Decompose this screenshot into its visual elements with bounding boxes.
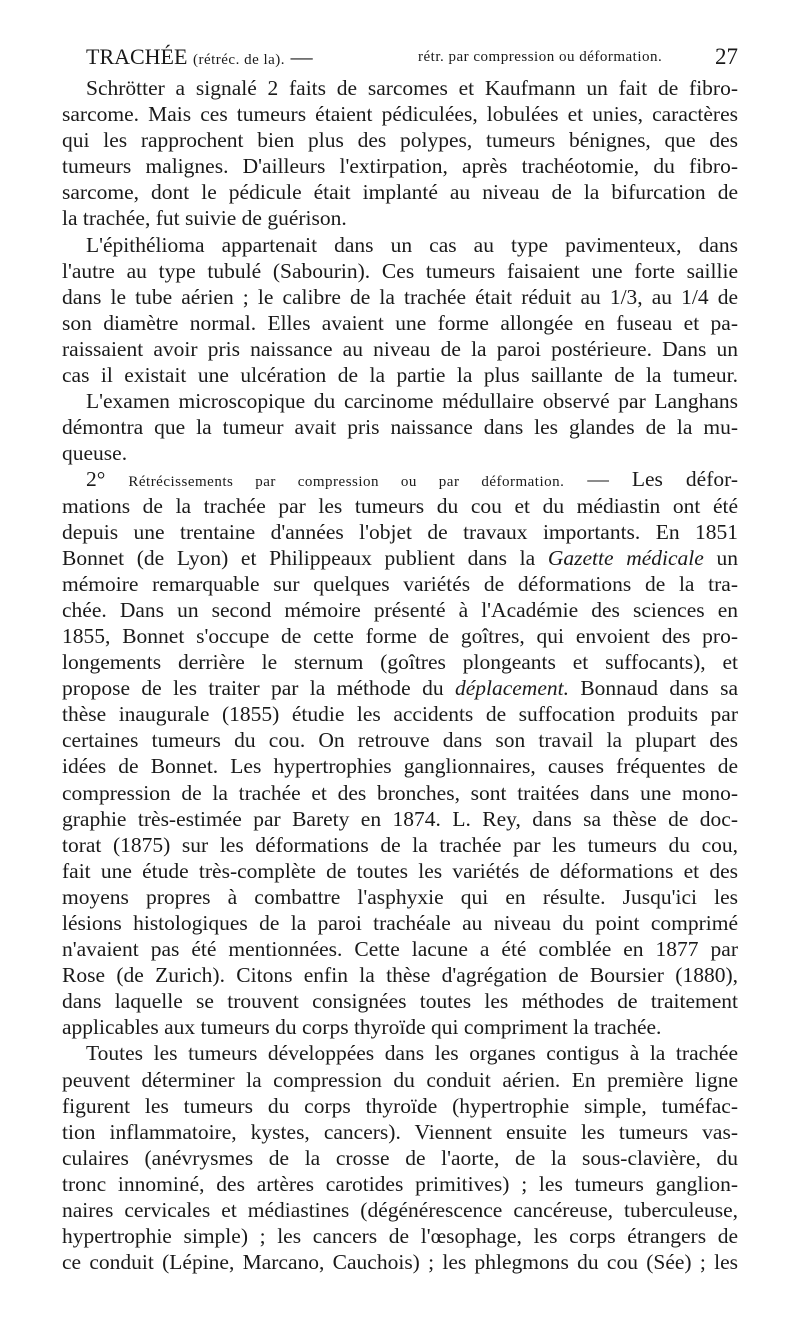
page-number: 27 <box>715 44 738 69</box>
line-text: — Les défor- <box>564 467 738 492</box>
text-line: torat (1875) sur les déformations de la trachée par les tumeurs du cou, <box>62 832 738 857</box>
header-dash: — <box>290 44 313 69</box>
line-text: Bonnaud dans sa <box>568 676 738 701</box>
running-header <box>62 40 738 74</box>
text-line: mations de la trachée par les tumeurs du cou et du médiastin ont été <box>62 493 738 518</box>
text-line: depuis une trentaine d'années l'objet de travaux importants. En 1851 <box>62 519 738 544</box>
text-line: thèse inaugurale (1855) étudie les accidents de suffocation produits par <box>62 702 738 727</box>
text-line: moyens propres à combattre l'asphyxie qui en résulte. Jusqu'ici les <box>62 884 738 909</box>
text-line: tronc innominé, des artères carotides primitives) ; les tumeurs ganglion- <box>62 1171 738 1196</box>
header-subtitle: rétr. par compression ou déformation. <box>418 49 663 65</box>
header-title-paren: (rétréc. de la). <box>192 52 286 68</box>
header-title <box>86 40 313 77</box>
text-line: L'examen microscopique du carcinome médullaire observé par Langhans <box>86 389 738 414</box>
text-line: fait une étude très-complète de toutes les variétés de déformations et des <box>62 858 738 883</box>
text-line <box>62 466 738 492</box>
text-line: 1855, Bonnet s'occupe de cette forme de goîtres, qui envoient des pro- <box>62 623 738 648</box>
italic-text: déplacement. <box>454 676 569 701</box>
text-line: peuvent déterminer la compression du conduit aérien. En première ligne <box>62 1067 738 1092</box>
body-text <box>62 75 738 1275</box>
text-line: ce conduit (Lépine, Marcano, Cauchois) ; les phlegmons du cou (Sée) ; les <box>62 1250 738 1275</box>
text-line: Toutes les tumeurs développées dans les organes contigus à la trachée <box>86 1041 738 1066</box>
line-text: propose de les traiter par la méthode du <box>62 676 455 701</box>
text-line: son diamètre normal. Elles avaient une forme allongée en fuseau et pa- <box>62 310 738 335</box>
text-line: applicables aux tumeurs du corps thyroïde qui compriment la trachée. <box>62 1015 662 1040</box>
header-title-main: TRACHÉE <box>86 44 188 69</box>
text-line: queuse. <box>62 441 128 466</box>
text-line: idées de Bonnet. Les hypertrophies ganglionnaires, causes fréquentes de <box>62 754 738 779</box>
text-line: lésions histologiques de la paroi trachéale au niveau du point comprimé <box>62 911 738 935</box>
text-line: tumeurs malignes. D'ailleurs l'extirpation, après trachéotomie, du fibro- <box>62 154 738 179</box>
text-line: tion inflammatoire, kystes, cancers). Viennent ensuite les tumeurs vas- <box>62 1119 738 1144</box>
text-line: graphie très-estimée par Barety en 1874. L. Rey, dans sa thèse de doc- <box>62 806 738 831</box>
text-line: culaires (anévrysmes de la crosse de l'aorte, de la sous-clavière, du <box>62 1145 738 1170</box>
text-line: longements derrière le sternum (goîtres plongeants et suffocants), et <box>62 650 738 675</box>
text-line <box>62 675 738 701</box>
text-line: Rose (de Zurich). Citons enfin la thèse d'agrégation de Boursier (1880), <box>62 963 738 988</box>
text-line: sarcome, dont le pédicule était implanté au niveau de la bifurcation de <box>62 180 738 205</box>
text-line: raissaient avoir pris naissance au niveau de la paroi postérieure. Dans un <box>62 336 738 361</box>
line-text: Bonnet (de Lyon) et Philippeaux publient dans la <box>62 545 548 570</box>
text-line: dans laquelle se trouvent consignées toutes les méthodes de traitement <box>62 989 738 1014</box>
section-number: 2° <box>86 467 129 492</box>
text-line: cas il existait une ulcération de la partie la plus saillante de la tumeur. <box>62 363 738 388</box>
text-line: chée. Dans un second mémoire présenté à l'Académie des sciences en <box>62 597 738 622</box>
text-line: hypertrophie simple) ; les cancers de l'œsophage, les corps étrangers de <box>62 1224 738 1249</box>
text-line: compression de la trachée et des bronches, sont traitées dans une mono- <box>62 780 738 805</box>
line-text: un <box>703 545 738 570</box>
text-line: n'avaient pas été mentionnées. Cette lacune a été comblée en 1877 par <box>62 937 738 962</box>
text-line: sarcome. Mais ces tumeurs étaient pédiculées, lobulées et unies, caractères <box>62 102 738 127</box>
text-line: qui les rapprochent bien plus des polypes, tumeurs bénignes, que des <box>62 128 738 153</box>
text-line: l'autre au type tubulé (Sabourin). Ces tumeurs faisaient une forte saillie <box>62 258 738 283</box>
text-line: certaines tumeurs du cou. On retrouve dans son travail la plupart des <box>62 728 738 753</box>
italic-text: Gazette médicale <box>547 545 704 570</box>
text-line: L'épithélioma appartenait dans un cas au type pavimenteux, dans <box>86 232 738 257</box>
text-line: la trachée, fut suivie de guérison. <box>62 206 347 231</box>
text-line: Schrötter a signalé 2 faits de sarcomes et Kaufmann un fait de fibro- <box>86 76 738 100</box>
text-line: dans le tube aérien ; le calibre de la trachée était réduit au 1/3, au 1/4 de <box>62 284 738 309</box>
text-line: mémoire remarquable sur quelques variétés de déformations de la tra- <box>62 571 738 596</box>
text-line: naires cervicales et médiastines (dégénérescence cancéreuse, tuberculeuse, <box>62 1198 738 1223</box>
section-heading: Rétrécissements par compression ou par déformation. <box>128 474 565 491</box>
text-line: figurent les tumeurs du corps thyroïde (hypertrophie simple, tuméfac- <box>62 1093 738 1118</box>
text-line: démontra que la tumeur avait pris naissance dans les glandes de la mu- <box>62 415 738 440</box>
text-line <box>62 545 738 571</box>
